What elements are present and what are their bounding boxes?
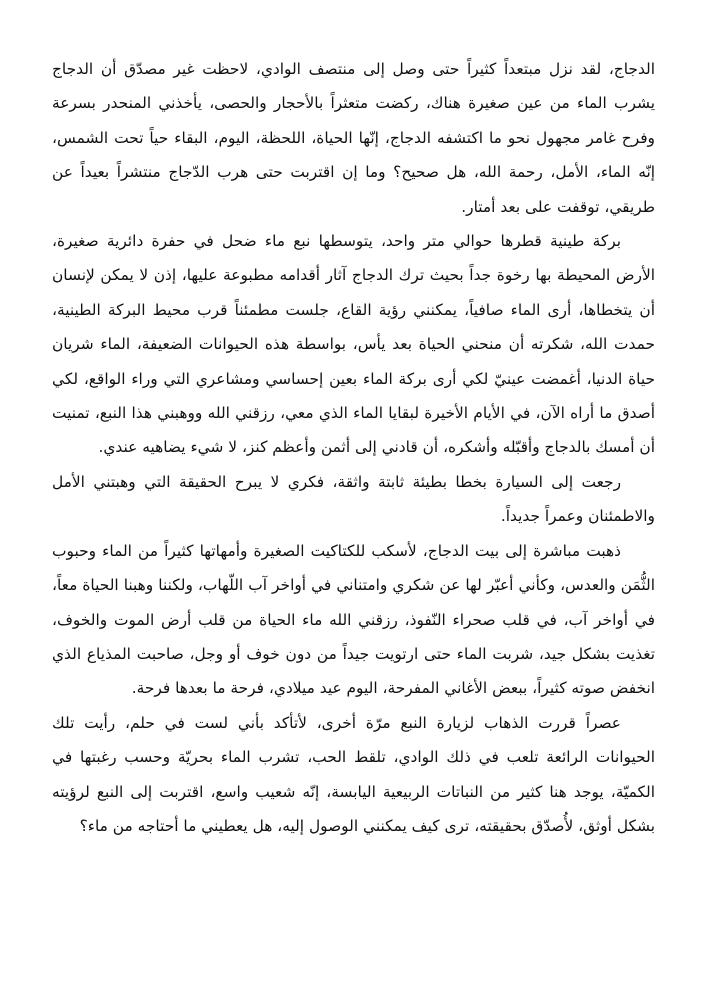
paragraph-3: رجعت إلى السيارة بخطا بطيئة ثابتة واثقة، فكري لا يبرح الحقيقة التي وهبتني الأمل والاطمئنان وعمراً جديداً. — [52, 472, 655, 526]
paragraph-5: عصراً قررت الذهاب لزيارة النبع مرّة أخرى، لأتأكد بأني لست في حلم، رأيت تلك الحيوانات الرائعة تلعب في ذلك الوادي، تلقط الحب، تشرب الماء بحريّة وحسب رغبتها في الكميّة، يوجد هنا كثير من النباتات الربيعية اليابسة، إنّه شعيب واسع، اقتربت إلى النبع لرؤيته بشكل أوثق، لأُصدّق بحقيقته، ترى كيف يمكنني الوصول إليه، هل يعطيني ما أحتاجه من ماء؟ — [52, 713, 655, 835]
paragraph-1: الدجاج، لقد نزل مبتعداً كثيراً حتى وصل إلى منتصف الوادي، لاحظت غير مصدّق أن الدجاج يشرب الماء من عين صغيرة هناك، ركضت متعثراً بالأحجار والحصى، يأخذني المنحدر بسرعة وفرح غامر مجهول نحو ما اكتشفه الدجاج، إنّها الحياة، اللحظة، اليوم، البقاء حياً تحت الشمس، إنّه الماء، الأمل، رحمة الله، هل صحيح؟ وما إن اقتربت حتى هرب الدّجاج منتشراً بعيداً عن طريقي، توقفت على بعد أمتار. — [52, 60, 655, 216]
paragraph-4: ذهبت مباشرة إلى بيت الدجاج، لأسكب للكتاكيت الصغيرة وأمهاتها كثيراً من الماء وحبوب الثُّمَن والعدس، وكأني أعبّر لها عن شكري وامتناني في أواخر آب اللّهاب، ولكننا وهبنا الحياة معاً، في أواخر آب، في قلب صحراء النّفوذ، رزقني الله ماء الحياة من قلب أرض الموت والخوف، تغذيت بشكل جيد، شربت الماء حتى ارتويت جيداً من دون خوف أو وجل، صاحبت المذياع الذي انخفض صوته كثيراً، ببعض الأغاني المفرحة، اليوم عيد ميلادي، فرحة ما بعدها فرحة. — [52, 541, 655, 698]
document-body — [52, 52, 655, 843]
paragraph-2: بركة طينية قطرها حوالي متر واحد، يتوسطها نبع ماء ضحل في حفرة دائرية صغيرة، الأرض المحيطة بها رخوة جداً بحيث ترك الدجاج آثار أقدامه مطبوعة عليها، إذن لا يمكن لإنسان أن يتخطاها، أرى الماء صافياً، يمكنني رؤية القاع، جلست مطمئناً قرب محيط البركة الطينية، حمدت الله، شكرته أن منحني الحياة بعد يأس، بواسطة هذه الحيوانات الضعيفة، الماء شريان حياة الدنيا، أغمضت عينيّ لكي أرى بركة الماء بعين إحساسي ومشاعري التي وراء الواقع، لكي أصدق ما أراه الآن، في الأيام الأخيرة لبقايا الماء الذي معي، رزقني الله ووهبني هذا النبع، تمنيت أن أمسك بالدجاج وأقبّله وأشكره، أن قادني إلى أثمن وأعظم كنز، لا شيء يضاهيه عندي. — [52, 232, 655, 457]
